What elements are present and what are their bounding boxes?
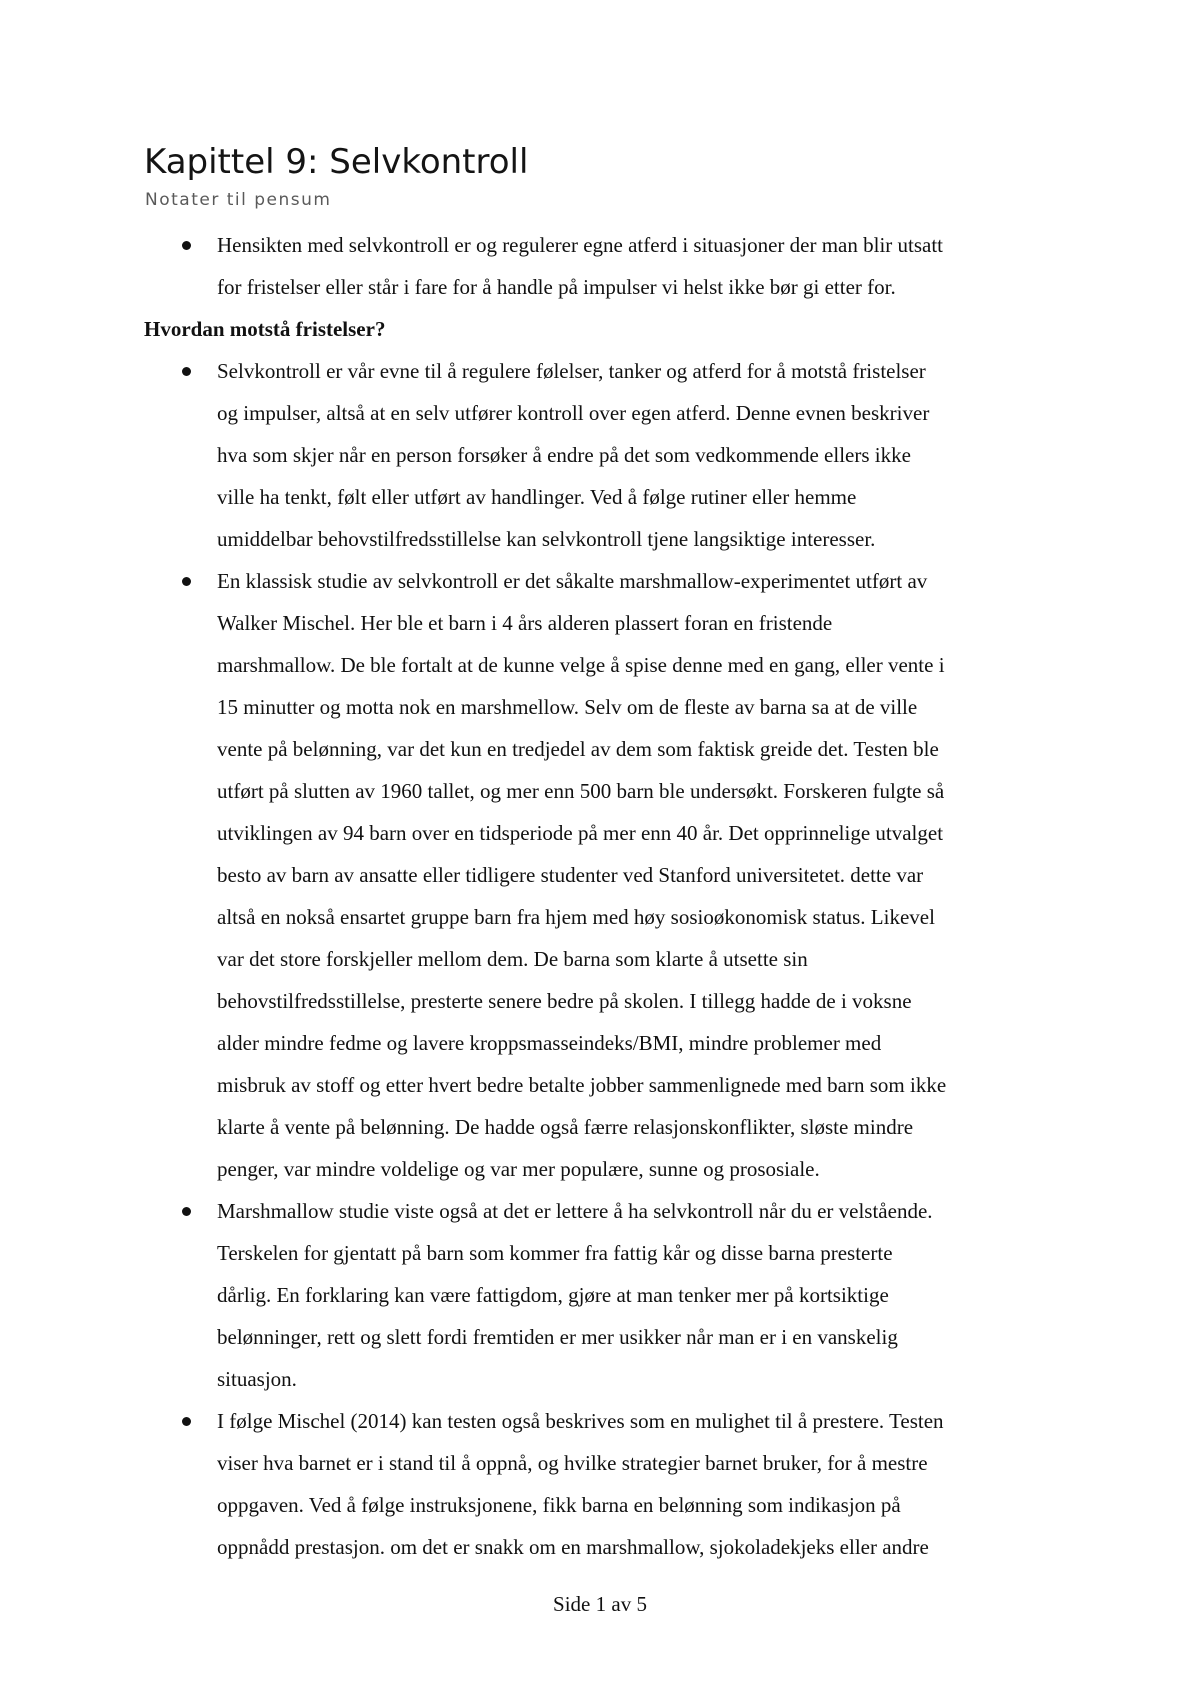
bullet-text-line: Selvkontroll er vår evne til å regulere følelser, tanker og atferd for å motstå fristelser [217, 359, 926, 383]
section-heading: Hvordan motstå fristelser? [144, 317, 386, 341]
bullet-text-line: 15 minutter og motta nok en marshmellow. Selv om de fleste av barna sa at de ville [217, 695, 918, 719]
document-subtitle: Notater til pensum [145, 190, 332, 210]
bullet-text-line: vente på belønning, var det kun en tredjedel av dem som faktisk greide det. Testen ble [217, 737, 939, 761]
bullet-text-line: hva som skjer når en person forsøker å endre på det som vedkommende ellers ikke [217, 443, 911, 467]
bullet-text-line: utført på slutten av 1960 tallet, og mer enn 500 barn ble undersøkt. Forskeren fulgte så [217, 779, 945, 803]
bullet-dot-icon [182, 241, 191, 250]
bullet-text-line: Hensikten med selvkontroll er og regulerer egne atferd i situasjoner der man blir utsatt [217, 233, 944, 257]
bullet-list-item [144, 224, 1084, 308]
bullet-text-line: altså en nokså ensartet gruppe barn fra hjem med høy sosioøkonomisk status. Likevel [217, 905, 935, 929]
bullet-text-line: klarte å vente på belønning. De hadde også færre relasjonskonflikter, sløste mindre [217, 1115, 914, 1139]
bullet-text-line: utviklingen av 94 barn over en tidsperiode på mer enn 40 år. Det opprinnelige utvalget [217, 821, 944, 845]
bullet-list-item [144, 560, 1084, 1190]
document-body [144, 224, 1084, 1568]
bullet-dot-icon [182, 577, 191, 586]
bullet-text-line: besto av barn av ansatte eller tidligere studenter ved Stanford universitetet. dette var [217, 863, 924, 887]
bullet-text-line: I følge Mischel (2014) kan testen også beskrives som en mulighet til å prestere. Testen [217, 1409, 944, 1433]
bullet-text-line: marshmallow. De ble fortalt at de kunne velge å spise denne med en gang, eller vente i [217, 653, 945, 677]
bullet-text-line: for fristelser eller står i fare for å handle på impulser vi helst ikke bør gi etter for. [217, 275, 896, 299]
bullet-dot-icon [182, 1207, 191, 1216]
bullet-list-item [144, 1190, 1084, 1400]
bullet-text-line: situasjon. [217, 1367, 297, 1391]
bullet-text-line: og impulser, altså at en selv utfører kontroll over egen atferd. Denne evnen beskriver [217, 401, 930, 425]
intro-bullet-list [144, 224, 1084, 308]
bullet-text-line: var det store forskjeller mellom dem. De barna som klarte å utsette sin [217, 947, 808, 971]
bullet-dot-icon [182, 1417, 191, 1426]
bullet-text-line: Walker Mischel. Her ble et barn i 4 års alderen plassert foran en fristende [217, 611, 833, 635]
bullet-text-line: En klassisk studie av selvkontroll er det såkalte marshmallow-experimentet utført av [217, 569, 928, 593]
section-bullet-list [144, 350, 1084, 1568]
bullet-text-line: alder mindre fedme og lavere kroppsmasseindeks/BMI, mindre problemer med [217, 1031, 882, 1055]
bullet-text-line: oppnådd prestasjon. om det er snakk om en marshmallow, sjokoladekjeks eller andre [217, 1535, 929, 1559]
bullet-text-line: umiddelbar behovstilfredsstillelse kan selvkontroll tjene langsiktige interesser. [217, 527, 876, 551]
bullet-list-item [144, 1400, 1084, 1568]
bullet-text-line: Terskelen for gjentatt på barn som kommer fra fattig kår og disse barna presterte [217, 1241, 893, 1265]
bullet-text-line: behovstilfredsstillelse, presterte senere bedre på skolen. I tillegg hadde de i voksne [217, 989, 912, 1013]
bullet-text-line: belønninger, rett og slett fordi fremtiden er mer usikker når man er i en vanskelig [217, 1325, 898, 1349]
bullet-text-line: viser hva barnet er i stand til å oppnå, og hvilke strategier barnet bruker, for å mestre [217, 1451, 928, 1475]
bullet-list-item [144, 350, 1084, 560]
document-title: Kapittel 9: Selvkontroll [144, 142, 529, 182]
bullet-dot-icon [182, 367, 191, 376]
bullet-text-line: Marshmallow studie viste også at det er lettere å ha selvkontroll når du er velstående. [217, 1199, 933, 1223]
bullet-text-line: penger, var mindre voldelige og var mer populære, sunne og prososiale. [217, 1157, 820, 1181]
bullet-text-line: dårlig. En forklaring kan være fattigdom, gjøre at man tenker mer på kortsiktige [217, 1283, 889, 1307]
bullet-text-line: misbruk av stoff og etter hvert bedre betalte jobber sammenlignede med barn som ikke [217, 1073, 947, 1097]
bullet-text-line: oppgaven. Ved å følge instruksjonene, fikk barna en belønning som indikasjon på [217, 1493, 901, 1517]
page-footer: Side 1 av 5 [553, 1592, 647, 1616]
bullet-text-line: ville ha tenkt, følt eller utført av handlinger. Ved å følge rutiner eller hemme [217, 485, 857, 509]
